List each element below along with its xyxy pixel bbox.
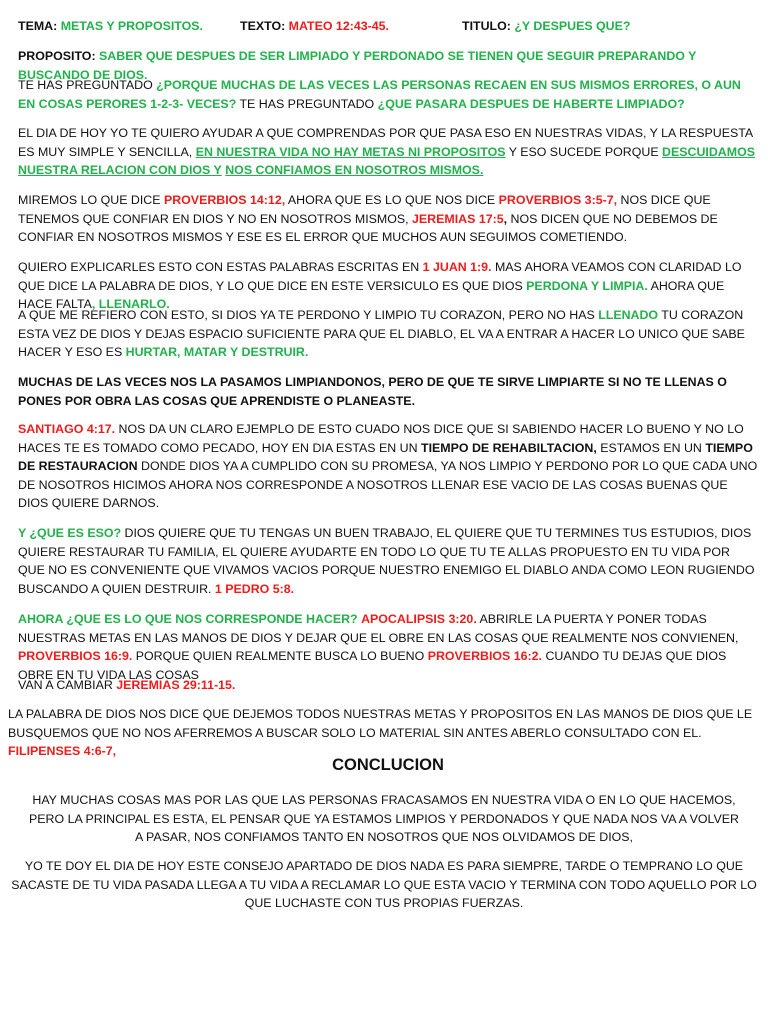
titulo-label: TITULO: (462, 19, 511, 33)
scripture-reference: APOCALIPSIS 3:20. (361, 612, 477, 626)
text-span: PORQUE QUIEN REALMENTE BUSCA LO BUENO (132, 649, 428, 664)
bold-phrase: TIEMPO DE REHABILTACION, (421, 440, 597, 455)
scripture-reference: PROVERBIOS 3:5-7, (498, 193, 618, 207)
highlight-green-underlined: DESCUIDAMOS NUESTRA RELACION CON DIOS Y (18, 144, 755, 178)
titulo (462, 17, 630, 36)
paragraph-bold-statement (18, 373, 758, 410)
highlight-green: ¿PORQUE MUCHAS DE LAS VECES LAS PERSONAS RECAEN EN SUS MISMOS ERRORES, O AUN EN COSAS PERORES 1-2-3- VECES? (18, 78, 741, 111)
text-span: Y ESO SUCEDE PORQUE (505, 144, 663, 159)
paragraph-santiago (18, 420, 758, 513)
bold-phrase: TIEMPO DE RESTAURACION (18, 440, 753, 474)
text-span: A QUE ME REFIERO CON ESTO, SI DIOS YA TE PERDONO Y LIMPIO TU CORAZON, PERO NO HAS (18, 308, 599, 322)
paragraph-llenado (18, 306, 758, 362)
conclusion-paragraph-1: HAY MUCHAS COSAS MAS POR LAS QUE LAS PERSONAS FRACASAMOS EN NUESTRA VIDA O EN LO QUE HACEMOS, PERO LA PRINCIPAL ES ESTA, EL PENSAR QUE YA ESTAMOS LIMPIOS Y PERDONADOS Y QUE NADA NOS VA A VOLVER A PASAR, NOS CONFIAMOS TANTO EN NOSOTROS QUE NOS OLVIDAMOS DE DIOS, (29, 793, 739, 845)
paragraph-que-es-eso (18, 524, 758, 598)
paragraph-filipenses (8, 705, 760, 761)
text-span: AHORA QUE HACE FALTA (18, 278, 725, 312)
highlight-green: AHORA ¿QUE ES LO QUE NOS CORRESPONDE HACER? (18, 612, 358, 626)
scripture-reference: JEREMIAS 17:5 (412, 211, 504, 226)
conclusion-heading: CONCLUCION (332, 756, 444, 774)
highlight-green: PERDONA Y LIMPIA. (526, 278, 648, 293)
highlight-green-underlined: NOS CONFIAMOS EN NOSOTROS MISMOS. (225, 163, 484, 178)
texto (240, 17, 389, 36)
text-span: MAS AHORA VEAMOS CON CLARIDAD LO QUE DICE LA PALABRA DE DIOS, Y LO QUE DICE EN ESTE VERSICULO ES QUE DIOS (18, 260, 742, 293)
text-span: NOS DA UN CLARO EJEMPLO DE ESTO CUADO NOS DICE QUE SI SABIENDO HACER LO BUENO Y NO LO HACES TE ES TOMADO COMO PECADO, HOY EN DIA ESTAS EN UN (18, 422, 744, 455)
text-span: QUIERO EXPLICARLES ESTO CON ESTAS PALABRAS ESCRITAS EN (18, 260, 423, 274)
scripture-reference: 1 PEDRO 5:8. (214, 581, 295, 596)
text-span: TU CORAZON ESTA VEZ DE DIOS Y DEJAS ESPACIO SUFICIENTE PARA QUE EL DIABLO, EL VA A ENTRAR A HACER LO UNICO QUE SABE HACER Y ESO ES (18, 308, 745, 360)
text-span: EL DIA DE HOY YO TE QUIERO AYUDAR A QUE COMPRENDAS POR QUE PASA ESO EN NUESTRAS VIDAS, Y LA RESPUESTA ES MUY SIMPLE Y SENCILLA, (18, 126, 753, 159)
scripture-reference: FILIPENSES 4:6-7, (8, 744, 117, 759)
scripture-reference: PROVERBIOS 16:9. (18, 649, 133, 664)
conclusion-paragraph-2: YO TE DOY EL DIA DE HOY ESTE CONSEJO APARTADO DE DIOS NADA ES PARA SIEMPRE, TARDE O TEMPRANO LO QUE SACASTE DE TU VIDA PASADA LLEGA A TU VIDA A RECLAMAR LO QUE ESTA VACIO Y TERMINA CON TODO AQUELLO POR LO QUE LUCHASTE CON TUS PROPIAS FUERZAS. (11, 859, 757, 911)
texto-value: MATEO 12:43-45. (288, 19, 389, 33)
proposito-value: SABER QUE DESPUES DE SER LIMPIADO Y PERDONADO SE TIENEN QUE SEGUIR PREPARANDO Y BUSCANDO DE DIOS. (18, 49, 697, 82)
text-span: ESTAMOS EN UN (596, 440, 706, 455)
text-span: DIOS QUIERE QUE TU TENGAS UN BUEN TRABAJO, EL QUIERE QUE TU TERMINES TUS ESTUDIOS, DIOS QUIERE RESTAURAR TU FAMILIA, EL QUIERE AYUDARTE EN TODO LO QUE TU TE ALLAS PROPUESTO EN TU VIDA POR QUE NO ES CONVENIENTE QUE VIVAMOS VACIOS PORQUE NUESTRO ENEMIGO EL DIABLO ANDA COMO LEON RUGIENDO BUSCANDO A QUIEN DESTRUIR. (18, 526, 755, 596)
paragraph-jeremias (18, 676, 758, 695)
tema-value: METAS Y PROPOSITOS. (60, 19, 203, 33)
texto-label: TEXTO: (240, 19, 286, 33)
text-span: , (503, 211, 508, 226)
text-span: NOS DICEN QUE NO DEBEMOS DE CONFIAR EN NOSOTROS MISMOS Y ESE ES EL ERROR QUE MUCHOS AUN SEGUIMOS COMETIENDO. (18, 211, 718, 245)
text-span: MIREMOS LO QUE DICE (18, 193, 164, 207)
titulo-value: ¿Y DESPUES QUE? (514, 19, 631, 33)
text-span: TE HAS PREGUNTADO (18, 78, 157, 92)
text-span: CUANDO TU DEJAS QUE DIOS OBRE EN TU VIDA LAS COSAS (18, 649, 727, 682)
tema (18, 17, 203, 36)
scripture-reference: PROVERBIOS 14:12, (163, 193, 286, 207)
text-span: DONDE DIOS YA A CUMPLIDO CON SU PROMESA, YA NOS LIMPIO Y PERDONO POR LO QUE CADA UNO DE NOSOTROS HICIMOS AHORA NOS CORRESPONDE A NOSOTROS LLENAR ESE VACIO DE LAS COSAS BUENAS QUE DIOS QUIERE DARNOS. (18, 459, 758, 511)
tema-label: TEMA: (18, 19, 58, 33)
paragraph-question (18, 76, 758, 113)
scripture-reference: SANTIAGO 4:17. (18, 422, 116, 436)
paragraph-proverbios (18, 191, 758, 247)
scripture-reference: 1 JUAN 1:9. (422, 260, 492, 274)
highlight-green: LLENADO (598, 308, 659, 322)
text-span: VAN A CAMBIAR (18, 678, 117, 692)
highlight-green: HURTAR, MATAR Y DESTRUIR. (125, 345, 309, 360)
text-span: MUCHAS DE LAS VECES NOS LA PASAMOS LIMPIANDONOS, PERO DE QUE TE SIRVE LIMPIARTE SI NO TE LLENAS O PONES POR OBRA LAS COSAS QUE APRENDISTE O PLANEASTE. (18, 375, 727, 408)
text-span: NOS DICE QUE TENEMOS QUE CONFIAR EN DIOS Y NO EN NOSOTROS MISMOS, (18, 193, 711, 226)
text-span: ABRIRLE LA PUERTA Y PONER TODAS NUESTRAS METAS EN LAS MANOS DE DIOS Y DEJAR QUE EL OBRE EN LAS COSAS QUE REALMENTE NOS CONVIENEN, (18, 612, 739, 645)
highlight-green: Y ¿QUE ES ESO? (18, 526, 122, 540)
scripture-reference: JEREMIAS 29:11-15. (116, 678, 236, 692)
highlight-green: , LLENARLO. (91, 297, 170, 312)
proposito-label: PROPOSITO: (18, 49, 96, 63)
highlight-green: ¿QUE PASARA DESPUES DE HABERTE LIMPIADO? (377, 96, 685, 111)
paragraph-apocalipsis (18, 610, 758, 684)
highlight-green-underlined: EN NUESTRA VIDA NO HAY METAS NI PROPOSITOS (195, 144, 506, 159)
text-span: TE HAS PREGUNTADO (236, 96, 378, 111)
paragraph-intro (18, 124, 758, 180)
text-span: LA PALABRA DE DIOS NOS DICE QUE DEJEMOS TODOS NUESTRAS METAS Y PROPOSITOS EN LAS MANOS DE DIOS QUE LE BUSQUEMOS QUE NO NOS AFERREMOS A BUSCAR SOLO LO MATERIAL SIN ANTES ABERLO CONSULTADO CON EL. (8, 707, 753, 740)
scripture-reference: PROVERBIOS 16:2. (427, 649, 542, 664)
text-span: AHORA QUE ES LO QUE NOS DICE (285, 193, 499, 207)
